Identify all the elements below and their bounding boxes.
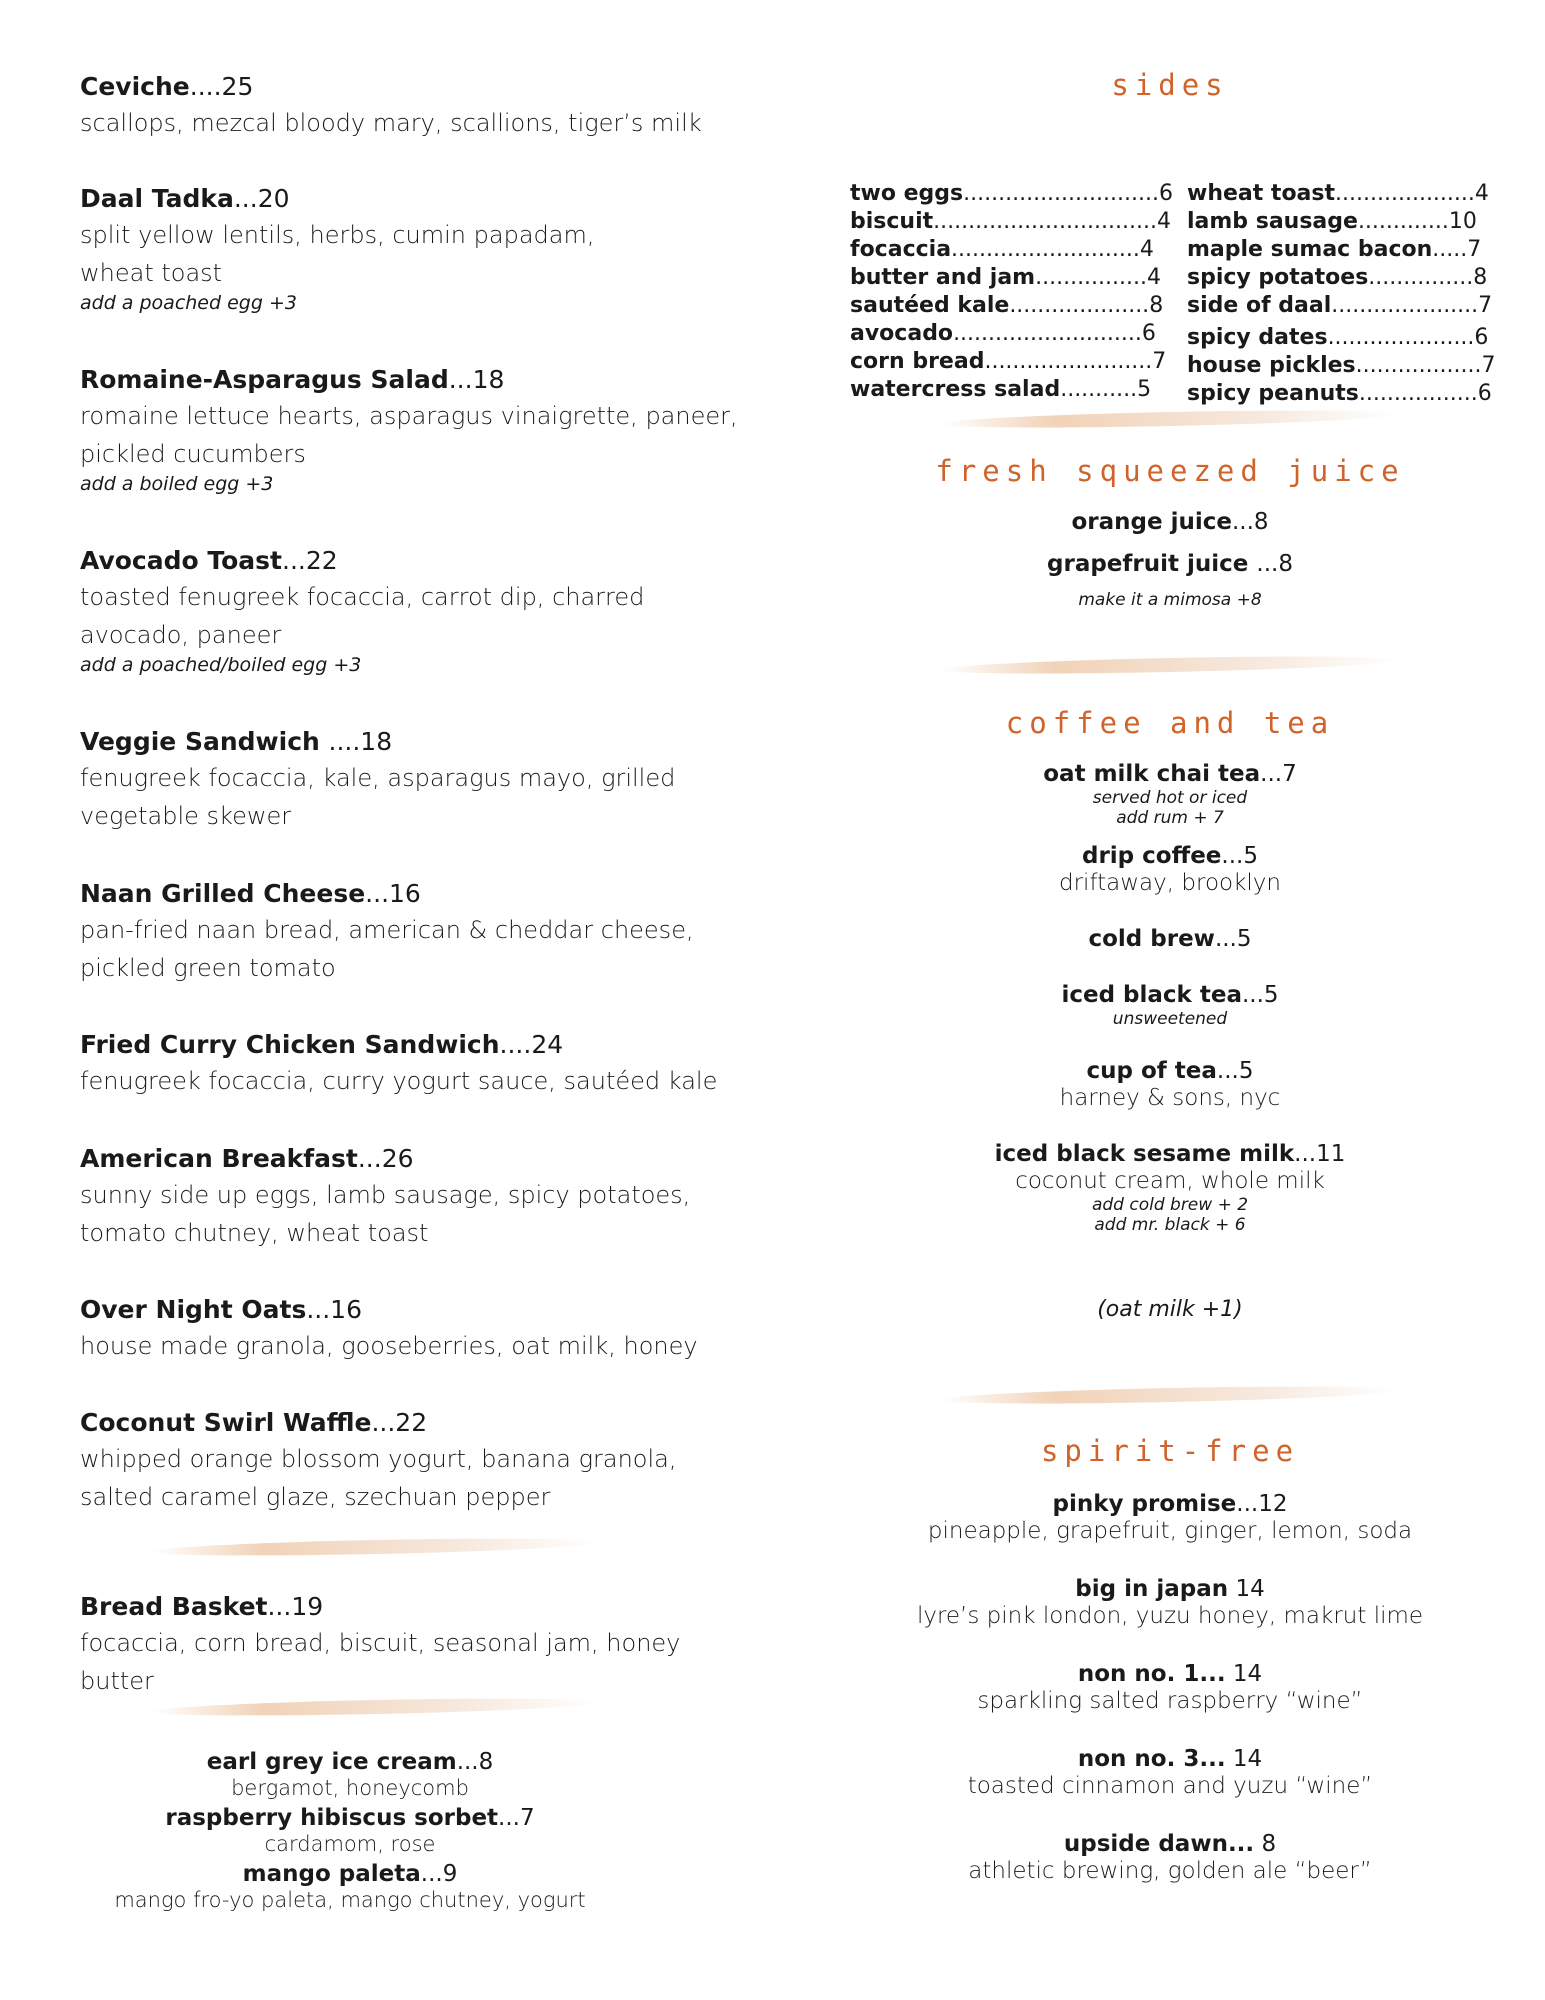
item-addon: add a boiled egg +3 [80,473,274,495]
menu-item [80,363,738,495]
coffee-description: driftaway, brooklyn [1059,870,1281,896]
item-price: ....18 [328,727,393,756]
juice-name: grapefruit juice [1047,551,1257,577]
dessert-price: ...7 [498,1805,535,1831]
drink-name: pinky promise [1052,1491,1237,1517]
drink-name: non no. 1... [1077,1661,1226,1687]
side-item: two eggs............................6 [850,181,1173,206]
item-description: house made granola, gooseberries, oat milk, honey [80,1332,698,1360]
item-price: ...22 [371,1408,428,1437]
coffee-price: ...5 [1221,843,1258,869]
side-item: avocado...........................6 [850,321,1156,346]
coffee-name: oat milk chai tea [1043,761,1261,787]
bread-basket-item [80,1590,680,1700]
coffee-note: add cold brew + 2 [1091,1195,1249,1215]
drink-price: ...12 [1236,1491,1288,1517]
item-description: pan-fried naan bread, american & cheddar cheese, pickled green tomato [80,916,694,982]
juice-heading: fresh squeezed juice [935,454,1405,488]
side-item: corn bread........................7 [850,349,1167,374]
menu-item [80,877,694,987]
dessert-description: mango fro-yo paleta, mango chutney, yogurt [114,1888,586,1912]
item-name: Daal Tadka [80,184,234,213]
sides-heading: sides [1111,68,1229,102]
item-description: fenugreek focaccia, curry yogurt sauce, sautéed kale [80,1067,718,1095]
side-item: wheat toast....................4 [1187,181,1489,206]
item-name: Fried Curry Chicken Sandwich [80,1030,500,1059]
drink-name: upside dawn... [1063,1831,1255,1857]
drink-price: 14 [1228,1576,1265,1602]
coffee-name: iced black tea [1061,982,1242,1008]
item-price: ...22 [282,546,338,575]
juice-note: make it a mimosa +8 [1078,590,1262,610]
juice-name: orange juice [1071,509,1232,535]
menu-item [80,1028,717,1100]
item-price: ...16 [306,1295,362,1324]
juice-price: ...8 [1231,509,1269,535]
spirit-free-section [850,1490,1490,1885]
side-item: watercress salad...........5 [850,377,1152,402]
item-price: ....25 [189,72,254,101]
coffee-name: iced black sesame milk [994,1141,1295,1167]
drink-description: pineapple, grapefruit, ginger, lemon, soda [927,1518,1413,1544]
side-item: focaccia...........................4 [850,237,1154,262]
juice-section [850,508,1490,610]
item-description: focaccia, corn bread, biscuit, seasonal jam, honey butter [80,1629,681,1695]
item-description: split yellow lentils, herbs, cumin papadam, wheat toast [80,221,595,287]
side-item: maple sumac bacon.....7 [1187,237,1482,262]
coffee-note: served hot or iced [1092,788,1248,808]
drink-description: lyre’s pink london, yuzu honey, makrut lime [916,1603,1424,1629]
side-item: lamb sausage.............10 [1187,209,1477,234]
menu-item [80,544,644,676]
item-name: Veggie Sandwich [80,727,329,756]
item-description: scallops, mezcal bloody mary, scallions, tiger’s milk [80,109,702,137]
item-price: ...19 [267,1592,324,1621]
item-name: Ceviche [80,72,190,101]
coffee-note: unsweetened [1112,1009,1228,1029]
coffee-description: coconut cream, whole milk [1015,1168,1325,1194]
drink-description: sparkling salted raspberry “wine” [977,1688,1363,1714]
menu-item [80,1293,698,1365]
side-item: spicy potatoes...............8 [1187,265,1488,290]
item-name: American Breakfast [80,1144,358,1173]
item-name: Romaine-Asparagus Salad [80,365,449,394]
item-description: romaine lettuce hearts, asparagus vinaigrette, paneer, pickled cucumbers [80,402,738,468]
dessert-name: earl grey ice cream [206,1749,457,1775]
drink-price: 14 [1225,1746,1263,1772]
side-item: butter and jam................4 [850,265,1161,290]
side-item: biscuit................................4 [850,209,1171,234]
coffee-note: add mr. black + 6 [1094,1215,1246,1235]
dessert-description: bergamot, honeycomb [231,1776,469,1800]
drink-description: toasted cinnamon and yuzu “wine” [967,1773,1373,1799]
item-name: Naan Grilled Cheese [80,879,366,908]
coffee-price: ...5 [1216,1058,1254,1084]
dessert-name: raspberry hibiscus sorbet [165,1805,499,1831]
coffee-note: add rum + 7 [1116,808,1224,828]
menu-item [80,70,702,142]
oat-milk-note: (oat milk +1) [1097,1297,1243,1322]
coffee-name: drip coffee [1081,843,1222,869]
menu-item [80,1406,676,1516]
dessert-price: ...9 [420,1861,458,1887]
coffee-price: ...7 [1260,761,1297,787]
side-item: sautéed kale....................8 [850,293,1164,318]
juice-price: ...8 [1256,551,1293,577]
coffee-name: cold brew [1088,926,1215,952]
dessert-section [80,1748,620,1912]
item-description: fenugreek focaccia, kale, asparagus mayo, grilled vegetable skewer [80,764,676,830]
drink-description: athletic brewing, golden ale “beer” [968,1858,1372,1884]
brush-divider [150,1535,600,1558]
item-name: Coconut Swirl Waffle [80,1408,372,1437]
item-name: Avocado Toast [80,546,283,575]
item-addon: add a poached/boiled egg +3 [80,654,362,676]
item-description: toasted fenugreek focaccia, carrot dip, charred avocado, paneer [80,583,645,649]
brush-divider [940,407,1400,431]
drink-name: non no. 3... [1077,1746,1226,1772]
item-price: ...16 [365,879,421,908]
coffee-price: ...5 [1214,926,1252,952]
brush-divider [940,1383,1400,1407]
dessert-description: cardamom, rose [264,1832,436,1856]
item-price: ...18 [448,365,505,394]
side-item: spicy peanuts.................6 [1187,381,1492,406]
coffee-heading: coffee and tea [1005,706,1335,740]
drink-price: 14 [1225,1661,1263,1687]
dessert-price: ...8 [456,1749,494,1775]
side-item: spicy dates.....................6 [1187,325,1489,350]
coffee-section [850,760,1490,1323]
item-price: ....24 [499,1030,564,1059]
menu-item [80,1142,690,1252]
side-item: house pickles..................7 [1187,353,1496,378]
item-name: Over Night Oats [80,1295,307,1324]
item-description: whipped orange blossom yogurt, banana granola, salted caramel glaze, szechuan pepper [80,1445,677,1511]
coffee-price: ...11 [1294,1141,1346,1167]
item-price: ...26 [357,1144,414,1173]
spirit-free-heading: spirit-free [1040,1434,1300,1468]
dessert-name: mango paleta [242,1861,421,1887]
coffee-description: harney & sons, nyc [1059,1085,1281,1111]
item-description: sunny side up eggs, lamb sausage, spicy potatoes, tomato chutney, wheat toast [80,1181,691,1247]
item-addon: add a poached egg +3 [80,292,297,314]
brush-divider [940,653,1400,677]
menu-item [80,725,675,835]
drink-name: big in japan [1075,1576,1229,1602]
coffee-price: ...5 [1241,982,1279,1008]
side-item: side of daal.....................7 [1187,293,1493,318]
coffee-name: cup of tea [1086,1058,1217,1084]
drink-price: 8 [1254,1831,1277,1857]
menu-item [80,182,594,314]
item-price: ...20 [233,184,290,213]
item-name: Bread Basket [80,1592,268,1621]
